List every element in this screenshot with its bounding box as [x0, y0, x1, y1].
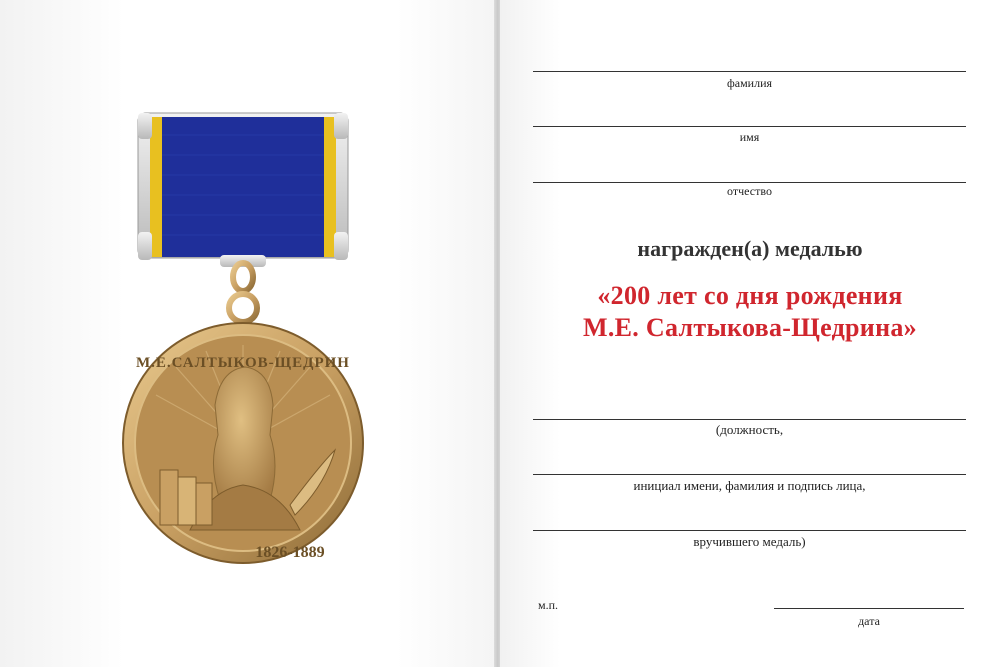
signer-caption-2: инициал имени, фамилия и подпись лица, [633, 478, 866, 493]
medal-title-line2: М.Е. Салтыкова-Щедрина» [583, 313, 917, 342]
medal-image [120, 105, 380, 575]
date-line [774, 608, 964, 609]
ribbon-bar [138, 113, 348, 267]
medal-inscription: М.Е.САЛТЫКОВ-ЩЕДРИН [136, 355, 350, 371]
patronymic-caption: отчество [727, 184, 772, 198]
position-line [533, 419, 966, 420]
signer-caption-3: вручившего медаль) [693, 534, 806, 549]
first-name-line [533, 126, 966, 127]
surname-line [533, 71, 966, 72]
presenter-line [533, 530, 966, 531]
surname-caption: фамилия [726, 76, 773, 90]
left-page [0, 0, 496, 667]
medal-disc [123, 323, 363, 563]
signer-caption-1: (должность, [715, 422, 784, 437]
signature-line [533, 474, 966, 475]
medal-title-line1: «200 лет со дня рождения [597, 281, 903, 310]
suspension-ring [229, 263, 257, 322]
awarded-text: награжден(а) медалью [637, 236, 863, 261]
stamp-place-label: м.п. [538, 598, 559, 612]
medal-years: 1826-1889 [255, 544, 325, 561]
first-name-caption: имя [739, 130, 760, 144]
date-label: дата [858, 614, 880, 628]
patronymic-line [533, 182, 966, 183]
